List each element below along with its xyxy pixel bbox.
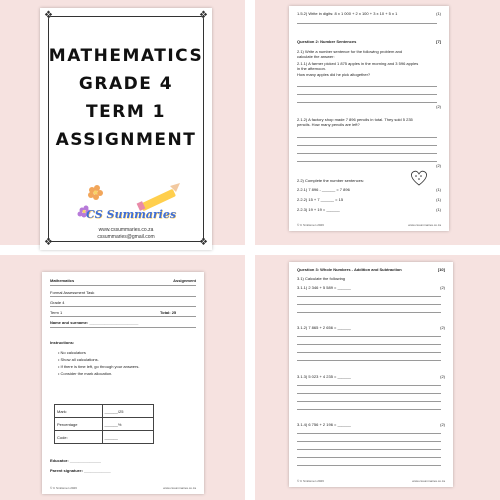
footer-url: www.cssummaries.co.za bbox=[163, 486, 196, 490]
q211-line-2: in the afternoon. bbox=[297, 66, 326, 71]
q312-mark: (2) bbox=[440, 325, 445, 330]
q314-text: 3.1.4) 6 756 + 2 196 = ______ bbox=[297, 422, 351, 427]
term-label: Term 1 bbox=[50, 310, 63, 315]
grade-label: Grade 4 bbox=[50, 300, 65, 305]
footer-copyright: © C Smitsmen 2026 bbox=[297, 479, 324, 483]
q21-intro: 2.1) Write a number sentence for the following problem and bbox=[297, 49, 403, 54]
footer-url: www.cssummaries.co.za bbox=[412, 479, 445, 483]
footer-copyright: © C Smitsmen 2026 bbox=[50, 486, 77, 490]
corner-ornament-bl: ❖ bbox=[44, 237, 53, 248]
instructions-heading: Instructions: bbox=[50, 340, 75, 345]
q223-mark: (1) bbox=[436, 207, 441, 212]
answer-line bbox=[297, 393, 441, 394]
q152-text: 1.5.2) Write in digits: 8 x 1 000 + 2 x 100 + 3 x 10 + 5 x 1 bbox=[297, 11, 398, 16]
q212-line-2: pencils. How many pencils are left? bbox=[297, 122, 360, 127]
q212-mark: (2) bbox=[436, 163, 441, 168]
q211-mark: (2) bbox=[436, 104, 441, 109]
flower-icon bbox=[88, 185, 103, 200]
educator-label: Educator: ______________ bbox=[50, 458, 101, 463]
answer-line bbox=[297, 23, 437, 24]
answer-line bbox=[297, 145, 437, 146]
answer-line bbox=[297, 457, 441, 458]
answer-line bbox=[297, 433, 441, 434]
name-surname-label: Name and surname: ______________________ bbox=[50, 320, 139, 325]
q313-text: 3.1.3) 5 023 + 4 235 = ______ bbox=[297, 374, 351, 379]
corner-ornament-tl: ❖ bbox=[44, 10, 53, 21]
answer-line bbox=[297, 441, 441, 442]
question-3-heading: Question 3: Whole Numbers - Addition and Subtraction bbox=[297, 267, 402, 272]
cover-title-line-3: TERM 1 bbox=[86, 102, 166, 122]
table-cell-label: Code: bbox=[55, 431, 103, 444]
answer-line bbox=[297, 449, 441, 450]
assessment-cover-page bbox=[42, 272, 204, 494]
cover-email: cssummaries@gmail.com bbox=[97, 234, 155, 240]
cover-page bbox=[40, 8, 212, 250]
q313-mark: (2) bbox=[440, 374, 445, 379]
answer-line bbox=[297, 137, 437, 138]
answer-line bbox=[297, 312, 441, 313]
q222-text: 2.2.2) 15 + 7 ______ = 15 bbox=[297, 197, 344, 202]
instruction-text: No calculators bbox=[60, 350, 86, 355]
answer-line bbox=[297, 94, 437, 95]
header-divider bbox=[50, 285, 196, 286]
answer-line bbox=[297, 409, 441, 410]
doc-type-label: Assignment bbox=[173, 278, 196, 283]
answer-line bbox=[297, 336, 441, 337]
instruction-item: • Consider the mark allocation. bbox=[58, 371, 113, 376]
cover-title-line-4: ASSIGNMENT bbox=[55, 130, 197, 150]
answer-line bbox=[297, 385, 441, 386]
table-row bbox=[55, 431, 154, 444]
heart-doodle-icon bbox=[409, 169, 429, 187]
instruction-item: • If there is time left, go through your answers. bbox=[58, 364, 140, 369]
q152-mark: (1) bbox=[436, 11, 441, 16]
row-divider bbox=[50, 306, 196, 307]
q21-intro-2: calculate the answer: bbox=[297, 54, 335, 59]
cover-url: www.cssummaries.co.za bbox=[98, 227, 154, 233]
mark-table bbox=[54, 404, 154, 444]
table-cell-label: Mark: bbox=[55, 405, 103, 418]
table-row bbox=[55, 418, 154, 431]
instruction-text: If there is time left, go through your answers. bbox=[60, 364, 140, 369]
footer-url: www.cssummaries.co.za bbox=[408, 223, 441, 227]
table-cell-label: Percentage bbox=[55, 418, 103, 431]
q221-text: 2.2.1) 7 896 - ______ = 7 896 bbox=[297, 187, 350, 192]
brand-name: CS Summaries bbox=[86, 208, 177, 221]
table-row bbox=[55, 405, 154, 418]
cover-title-line-2: GRADE 4 bbox=[78, 74, 174, 94]
answer-line bbox=[297, 352, 441, 353]
q211-line-3: How many apples did he pick altogether? bbox=[297, 72, 371, 77]
instruction-text: Show all calculations. bbox=[60, 357, 99, 362]
instruction-item: • Show all calculations. bbox=[58, 357, 99, 362]
q31-intro: 3.1) Calculate the following bbox=[297, 276, 346, 281]
task-label: Formal Assessment Task bbox=[50, 290, 95, 295]
row-divider bbox=[50, 327, 196, 328]
question-3-mark: [10] bbox=[437, 267, 445, 272]
cover-title-line-1: MATHEMATICS bbox=[48, 46, 204, 66]
row-divider bbox=[50, 296, 196, 297]
q222-mark: (1) bbox=[436, 197, 441, 202]
question-2-heading: Question 2: Number Sentences bbox=[297, 39, 357, 44]
q212-line-1: 2.1.2) A factory shop made 7 896 pencils in total. They sold 5 235 bbox=[297, 117, 413, 122]
q211-line-1: 2.1.1) A farmer picked 1 875 apples in the morning and 3 596 apples bbox=[297, 61, 419, 66]
table-cell-value: ______/25 bbox=[102, 405, 153, 418]
footer-copyright: © C Smitsmen 2026 bbox=[297, 223, 324, 227]
answer-line bbox=[297, 344, 441, 345]
row-divider bbox=[50, 316, 196, 317]
instruction-text: Consider the mark allocation. bbox=[60, 371, 113, 376]
question-2-mark: [7] bbox=[436, 39, 441, 44]
pencil-icon bbox=[137, 183, 180, 211]
question-2-page bbox=[289, 6, 449, 231]
parent-signature-label: Parent signature: ____________ bbox=[50, 468, 111, 473]
total-label: Total: 25 bbox=[160, 310, 177, 315]
answer-line bbox=[297, 360, 441, 361]
answer-line bbox=[297, 86, 437, 87]
question-3-page bbox=[289, 262, 453, 487]
answer-line bbox=[297, 304, 441, 305]
corner-ornament-tr: ❖ bbox=[199, 10, 208, 21]
instruction-item: • No calculators bbox=[58, 350, 86, 355]
q221-mark: (1) bbox=[436, 187, 441, 192]
answer-line bbox=[297, 296, 441, 297]
table-cell-value: ______% bbox=[102, 418, 153, 431]
q312-text: 3.1.2) 7 865 + 2 656 = ______ bbox=[297, 325, 351, 330]
table-cell-value: ______ bbox=[102, 431, 153, 444]
answer-line bbox=[297, 465, 441, 466]
q22-intro: 2.2) Complete the number sentences: bbox=[297, 178, 364, 183]
q311-text: 3.1.1) 2 346 + 5 589 = ______ bbox=[297, 285, 351, 290]
answer-line bbox=[297, 102, 437, 103]
answer-line bbox=[297, 153, 437, 154]
answer-line bbox=[297, 401, 441, 402]
q314-mark: (2) bbox=[440, 422, 445, 427]
answer-line bbox=[297, 161, 437, 162]
corner-ornament-br: ❖ bbox=[199, 237, 208, 248]
subject-label: Mathematics bbox=[50, 278, 75, 283]
q311-mark: (2) bbox=[440, 285, 445, 290]
q223-text: 2.2.3) 19 + 19 = ______ bbox=[297, 207, 340, 212]
